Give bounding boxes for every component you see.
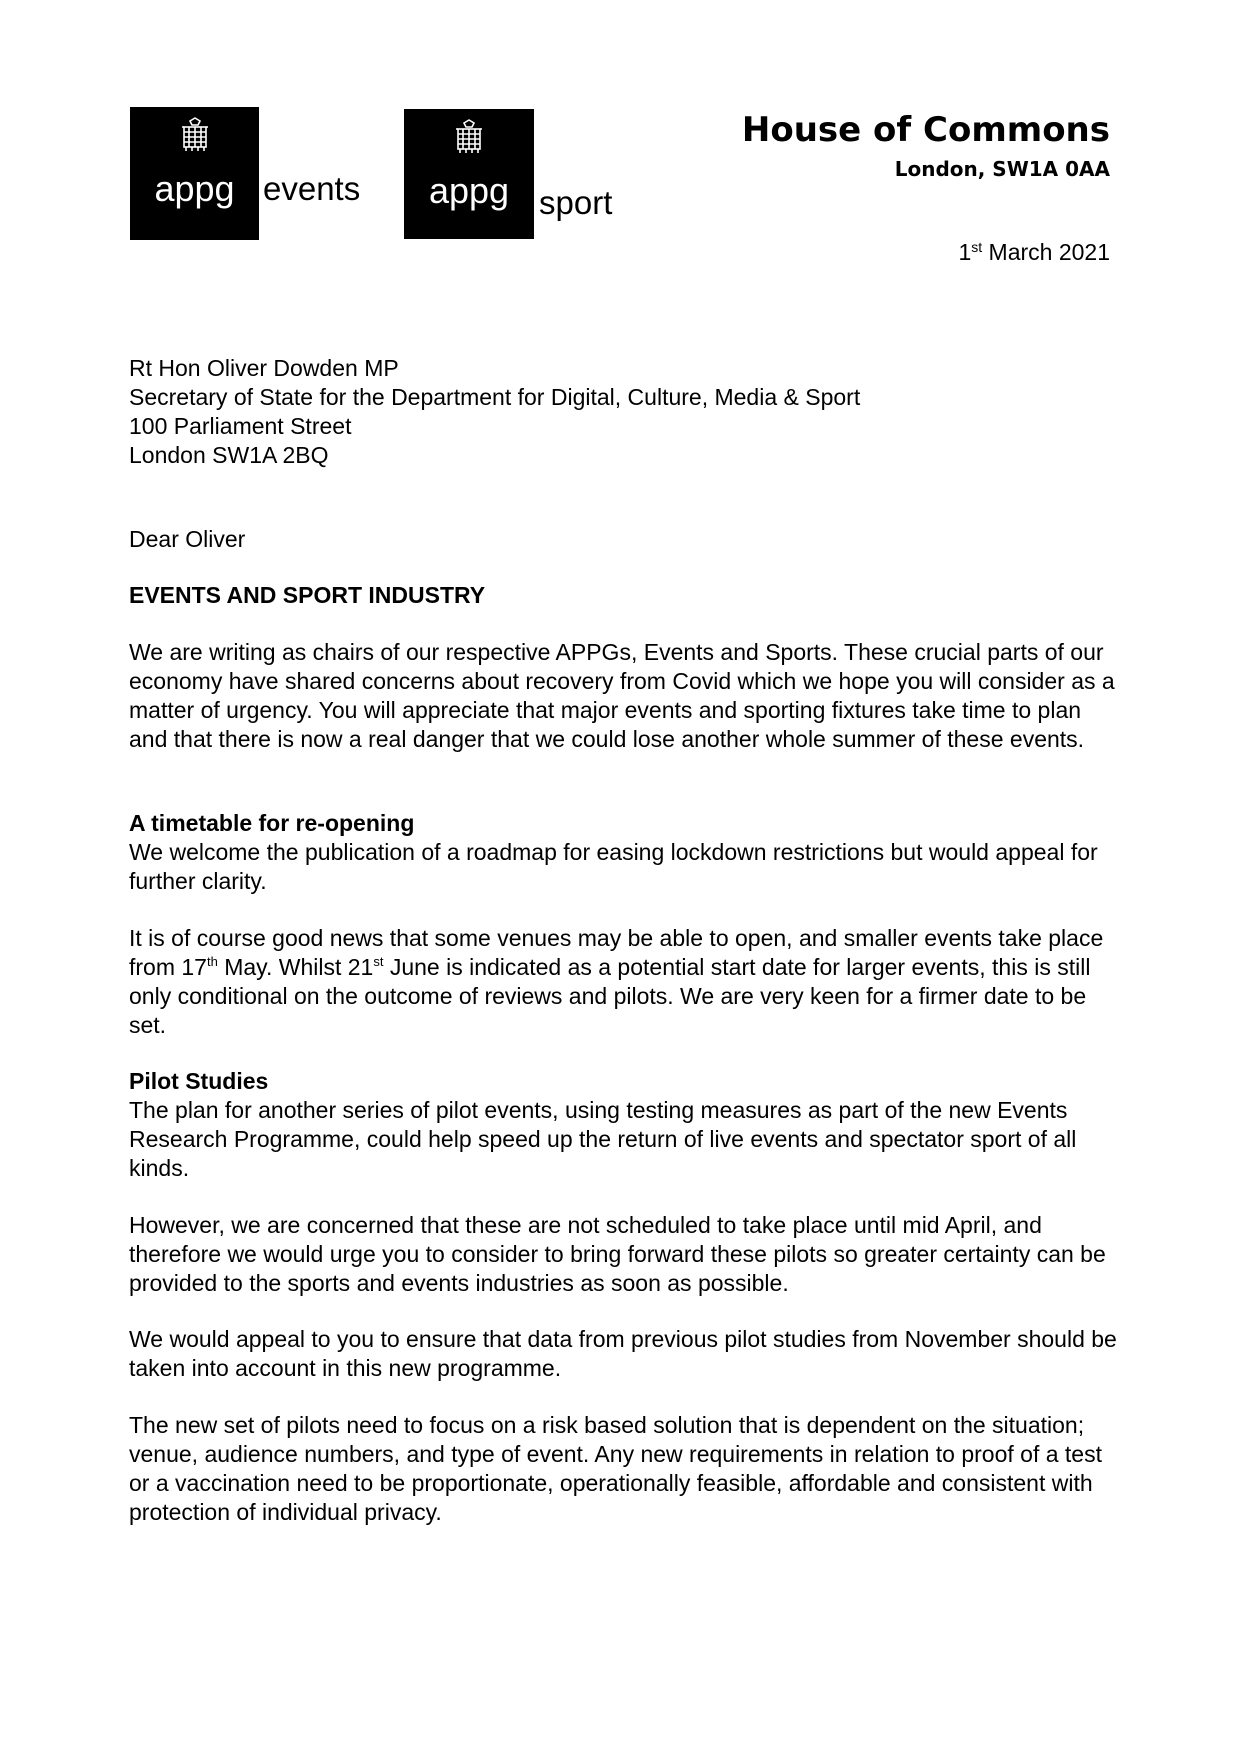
date-rest: March 2021	[982, 239, 1110, 265]
recipient-address	[129, 354, 1119, 470]
logo-word-events: events	[263, 170, 361, 207]
pilots-paragraph-4: The new set of pilots need to focus on a risk based solution that is dependent on the situation; venue, audience numbers, and type of event. Any new requirements in relation to proof of a test or a vaccination need to be proportionate, operationally feasible, affordable and consistent with protection of individual privacy.	[129, 1412, 1102, 1525]
text-run: May. Whilst 21	[217, 954, 374, 980]
appg-events-logo-box	[130, 107, 259, 240]
pilots-paragraph-1: The plan for another series of pilot events, using testing measures as part of the new Events Research Programme, could help speed up the return of live events and spectator sport of all kinds.	[129, 1097, 1077, 1181]
appg-sport-logo-box	[404, 109, 534, 239]
appg-mark: appg	[428, 170, 510, 211]
recipient-line: London SW1A 2BQ	[129, 442, 329, 468]
recipient-line: Secretary of State for the Department for Digital, Culture, Media & Sport	[129, 384, 861, 410]
portcullis-icon	[180, 117, 210, 153]
ordinal-suffix: st	[373, 954, 384, 969]
section-heading-timetable: A timetable for re-opening	[129, 810, 415, 836]
letter-date	[958, 238, 1110, 266]
date-suffix: st	[971, 239, 983, 255]
subject-heading: EVENTS AND SPORT INDUSTRY	[129, 582, 486, 608]
recipient-line: Rt Hon Oliver Dowden MP	[129, 355, 399, 381]
logo-word-sport: sport	[539, 184, 613, 221]
ordinal-suffix: th	[206, 954, 218, 969]
house-of-commons-title: House of Commons	[741, 110, 1110, 150]
portcullis-icon	[454, 119, 484, 155]
intro-paragraph: We are writing as chairs of our respective APPGs, Events and Sports. These crucial parts of our economy have shared concerns about recovery from Covid which we hope you will consider as a matter of urgency. You will appreciate that major events and sporting fixtures take time to plan and that there is now a real danger that we could lose another whole summer of these events.	[129, 639, 1115, 752]
date-day: 1	[958, 239, 972, 265]
salutation: Dear Oliver	[129, 526, 246, 552]
pilots-paragraph-3: We would appeal to you to ensure that data from previous pilot studies from November should be taken into account in this new programme.	[129, 1326, 1117, 1381]
timetable-paragraph-2	[129, 924, 1119, 1040]
timetable-paragraph-1: We welcome the publication of a roadmap for easing lockdown restrictions but would appeal for further clarity.	[129, 839, 1098, 894]
text-run: It is of course good news that some venues may be able to open, and smaller events take place from 17	[129, 925, 1104, 980]
section-heading-pilots: Pilot Studies	[129, 1068, 269, 1094]
recipient-line: 100 Parliament Street	[129, 413, 352, 439]
appg-mark: appg	[154, 168, 235, 209]
pilots-paragraph-2: However, we are concerned that these are not scheduled to take place until mid April, and therefore we would urge you to consider to bring forward these pilots so greater certainty can be provided to the sports and events industries as soon as possible.	[129, 1212, 1106, 1296]
text-run: June is indicated as a potential start date for larger events, this is still only conditional on the outcome of reviews and pilots. We are very keen for a firmer date to be set.	[129, 954, 1091, 1038]
sender-address: London, SW1A 0AA	[894, 157, 1110, 181]
